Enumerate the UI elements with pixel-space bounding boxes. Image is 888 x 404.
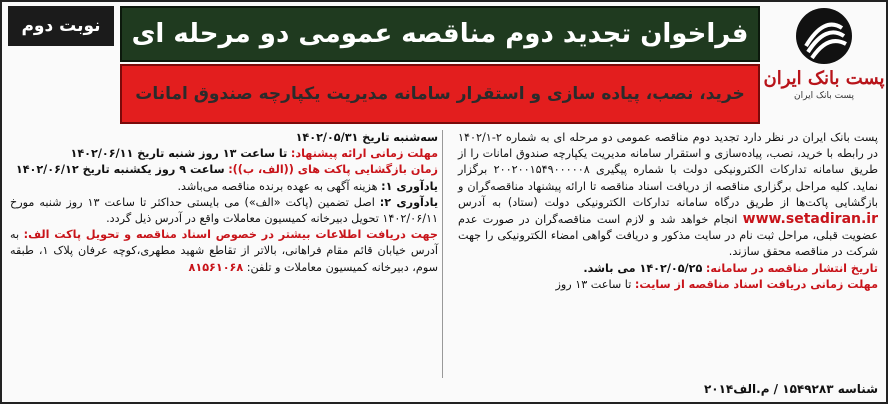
logo-subtext: پست بانک ایران: [794, 91, 854, 101]
round-badge-label: نوبت دوم: [21, 16, 101, 36]
intro-text: پست بانک ایران در نظر دارد تجدید دوم مناقصه عمومی دو مرحله ای به شماره ۲-۱۴۰۲/۱ در رابطه با خرید، نصب، پیاده‌سازی و استقرار سامانه مدیریت یکپارچه صندوق امانات را از طریق سامانه تدارکات الکترونیکی دولت با شماره پیگیری ۲۰۰۲۰۰۱۵۴۹۰۰۰۰۰۸ برگزار نماید. کلیه مراحل برگزاری مناقصه از دریافت اسناد مناقصه تا ارائه پیشنهاد مناقصه‌گران و بازگشایی پاکت‌ها از طریق درگاه سامانه تدارکات الکترونیکی دولت (ستاد) به آدرس: [458, 131, 878, 209]
subtitle-bar: [120, 64, 760, 124]
document-deadline-date: سه‌شنبه تاریخ ۱۴۰۲/۰۵/۳۱: [295, 131, 438, 144]
page-subtitle: خرید، نصب، پیاده سازی و استقرار سامانه مدیریت یکپارچه صندوق امانات: [135, 84, 745, 104]
contact-phone: ۸۱۵۶۱۰۶۸: [188, 260, 244, 274]
proposal-deadline-value: تا ساعت ۱۳ روز شنبه تاریخ ۱۴۰۲/۰۶/۱۱: [70, 147, 288, 161]
post-bank-emblem-icon: [794, 6, 854, 66]
logo-name: پست بانک ایران: [763, 68, 885, 89]
reminder-2-label: یادآوری ۲:: [379, 195, 439, 209]
round-badge: [8, 6, 114, 46]
page-title: فراخوان تجدید دوم مناقصه عمومی دو مرحله ای: [131, 19, 749, 49]
reminder-2-value: اصل تضمین (پاکت «الف») می بایستی حداکثر تا ساعت ۱۳ روز شنبه مورخ ۱۴۰۲/۰۶/۱۱ تحویل دبیرخانه کمیسیون معاملات واقع در آدرس ذیل گردد.: [10, 195, 438, 226]
opening-time-label: زمان بازگشایی پاکت های ((الف، ب)):: [228, 163, 438, 177]
post-bank-logo: [763, 6, 885, 124]
publish-date-value: ۱۴۰۲/۰۵/۲۵ می باشد.: [583, 261, 703, 275]
right-column: [458, 130, 878, 293]
document-deadline-value: تا ساعت ۱۳ روز: [555, 277, 632, 291]
opening-time-value: ساعت ۹ روز یکشنبه تاریخ ۱۴۰۲/۰۶/۱۲: [15, 163, 225, 177]
column-divider: [442, 130, 443, 378]
registration-text: انجام خواهد شد و لازم است مناقصه‌گران در صورت عدم عضویت قبلی، مراحل ثبت نام در سایت مذکور و دریافت گواهی امضاء الکترونیکی را جهت شرکت در مناقصه محقق سازند.: [458, 213, 878, 259]
setad-website-link[interactable]: www.setadiran.ir: [742, 211, 879, 228]
more-info-address: به آدرس خیابان قائم مقام فراهانی، بالاتر از تقاطع شهید مطهری،کوچه عرفان پلاک ۱، طبقه سوم، دبیرخانه کمیسیون معاملات و تلفن:: [10, 228, 438, 274]
title-bar: [120, 6, 760, 62]
proposal-deadline-label: مهلت زمانی ارائه پیشنهاد:: [290, 147, 438, 161]
publish-date-label: تاریخ انتشار مناقصه در سامانه:: [705, 261, 878, 275]
document-deadline-label: مهلت زمانی دریافت اسناد مناقصه از سایت:: [634, 277, 878, 291]
more-info-label: جهت دریافت اطلاعات بیشتر در خصوص اسناد مناقصه و تحویل پاکت الف:: [23, 228, 438, 242]
reminder-1-value: هزینه آگهی به عهده برنده مناقصه می‌باشد.: [177, 179, 378, 193]
notice-code: شناسه ۱۵۴۹۲۸۳ / م.الف۲۰۱۴: [703, 382, 878, 396]
left-column: [10, 130, 438, 276]
header-banner: [120, 6, 760, 124]
reminder-1-label: یادآوری ۱:: [381, 179, 438, 193]
